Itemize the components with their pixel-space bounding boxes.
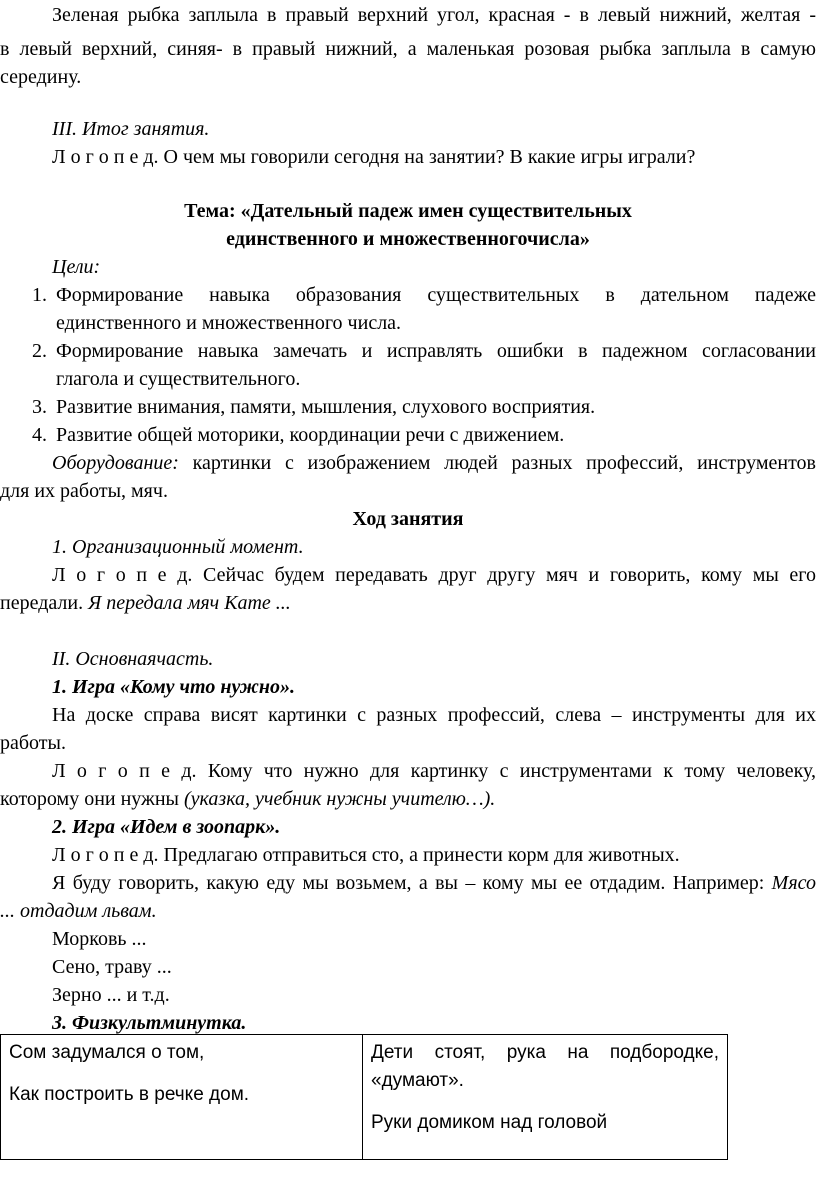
list-number: 4.: [32, 424, 47, 446]
speaker-label: Л о г о п е д.: [52, 564, 193, 586]
org-example: Я передала мяч Кате ...: [88, 592, 291, 614]
summary-paragraph: [0, 144, 816, 170]
game-example: Мясо: [771, 872, 816, 894]
section-heading: II. Основнаячасть.: [52, 648, 214, 670]
paragraph-line: в левый верхний, синяя- в правый нижний, а маленькая розовая рыбка заплыла в самую: [0, 38, 816, 60]
movement-line: «думают».: [371, 1070, 464, 1091]
verse-line: Как построить в речке дом.: [9, 1084, 250, 1105]
game-paragraph: [0, 786, 816, 812]
speaker-label: Л о г о п е д.: [52, 146, 159, 168]
game-text: Предлагаю отправиться сто, а принести корм для животных.: [163, 844, 680, 866]
org-text: передали.: [0, 592, 84, 614]
org-paragraph: [0, 562, 816, 588]
game-paragraph: [0, 870, 816, 896]
goal-item: Развитие общей моторики, координации речи с движением.: [56, 424, 565, 446]
goals-heading: Цели:: [52, 256, 101, 278]
topic-title: единственного и множественногочисла»: [226, 228, 590, 250]
verse-line: Сом задумался о том,: [9, 1042, 205, 1063]
equipment-text: картинки с изображением людей разных профессий, инструментов: [192, 452, 816, 474]
game-title: 3. Физкультминутка.: [52, 1012, 247, 1034]
game-paragraph: [0, 842, 816, 868]
list-item: Морковь ...: [52, 928, 147, 950]
goal-item: Формирование навыка образования существительных в дательном падеже: [56, 284, 816, 306]
section-heading: 1. Организационный момент.: [52, 536, 304, 558]
list-number: 3.: [32, 396, 47, 418]
org-paragraph: [0, 590, 816, 616]
list-number: 1.: [32, 284, 47, 306]
game-text: которому они нужны: [0, 788, 179, 810]
game-title: 1. Игра «Кому что нужно».: [52, 676, 295, 698]
summary-heading: III. Итог занятия.: [52, 118, 210, 140]
movement-line: Дети стоят, рука на подбородке,: [371, 1042, 719, 1063]
equipment-paragraph: для их работы, мяч.: [0, 480, 168, 502]
topic-title: Тема: «Дательный падеж имен существительных: [184, 200, 632, 222]
speaker-label: Л о г о п е д.: [52, 760, 197, 782]
summary-text: О чем мы говорили сегодня на занятии? В какие игры играли?: [163, 146, 696, 168]
org-text: Сейчас будем передавать друг другу мяч и говорить, кому мы его: [203, 564, 816, 586]
list-item: Сено, траву ...: [52, 956, 172, 978]
game-example: (указка, учебник нужны учителю…).: [184, 788, 496, 810]
game-paragraph: работы.: [0, 732, 66, 754]
game-paragraph: На доске справа висят картинки с разных профессий, слева – инструменты для их: [52, 704, 816, 726]
paragraph-line: Зеленая рыбка заплыла в правый верхний угол, красная - в левый нижний, желтая -: [52, 4, 816, 26]
game-text: Я буду говорить, какую еду мы возьмем, а вы – кому мы ее отдадим. Например:: [52, 872, 765, 894]
goal-item: единственного и множественного числа.: [56, 312, 402, 334]
equipment-label: Оборудование:: [52, 452, 179, 474]
equipment-paragraph: [0, 450, 816, 476]
movement-line: Руки домиком над головой: [371, 1112, 608, 1133]
goal-item: глагола и существительного.: [56, 368, 301, 390]
game-paragraph: [0, 758, 816, 784]
exercise-table: [0, 1034, 728, 1160]
lesson-heading: Ход занятия: [352, 508, 464, 530]
goal-item: Развитие внимания, памяти, мышления, слухового восприятия.: [56, 396, 596, 418]
list-item: Зерно ... и т.д.: [52, 984, 170, 1006]
table-cell-movement: [363, 1035, 728, 1160]
game-text: Кому что нужно для картинку с инструментами к тому человеку,: [207, 760, 816, 782]
table-cell-verse: [1, 1035, 363, 1160]
speaker-label: Л о г о п е д.: [52, 844, 159, 866]
list-number: 2.: [32, 340, 47, 362]
game-title: 2. Игра «Идем в зоопарк».: [52, 816, 281, 838]
table-row: [1, 1035, 728, 1160]
game-example: ... отдадим львам.: [0, 900, 157, 922]
goal-item: Формирование навыка замечать и исправлять ошибки в падежном согласовании: [56, 340, 816, 362]
paragraph-line: середину.: [0, 66, 82, 88]
